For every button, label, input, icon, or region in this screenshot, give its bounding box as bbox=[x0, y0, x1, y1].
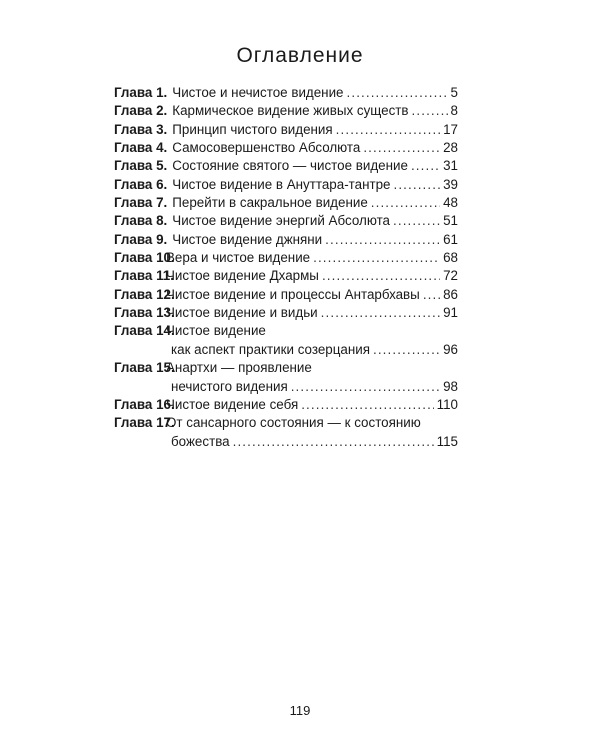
chapter-title: Перейти в сакральное видение bbox=[172, 195, 368, 211]
page-number: 8 bbox=[450, 103, 458, 119]
toc-entry-12 bbox=[114, 286, 458, 304]
page-number: 86 bbox=[443, 286, 458, 302]
chapter-label: Глава 13. bbox=[114, 305, 175, 321]
toc-entry-13 bbox=[114, 304, 458, 322]
chapter-title: Принцип чистого видения bbox=[172, 121, 333, 137]
toc-entry-10 bbox=[114, 249, 458, 267]
chapter-label: Глава 8. bbox=[114, 213, 168, 229]
leader-dots bbox=[325, 231, 440, 249]
chapter-label: Глава 7. bbox=[114, 195, 168, 211]
page-number: 96 bbox=[443, 341, 458, 357]
chapter-title: Чистое видение энергий Абсолюта bbox=[172, 213, 391, 229]
toc-entry-1 bbox=[114, 84, 458, 102]
page-number: 98 bbox=[443, 378, 458, 394]
page-number: 68 bbox=[443, 250, 458, 266]
chapter-title: Чистое и нечистое видение bbox=[172, 85, 344, 100]
table-of-contents bbox=[114, 84, 458, 451]
leader-dots bbox=[363, 139, 440, 157]
chapter-title: От сансарного состояния — к состоянию bbox=[166, 415, 421, 431]
chapter-label: Глава 4. bbox=[114, 140, 168, 156]
chapter-label: Глава 17. bbox=[114, 415, 175, 431]
toc-entry-8 bbox=[114, 212, 458, 230]
chapter-label: Глава 15. bbox=[114, 360, 175, 376]
chapter-label: Глава 12. bbox=[114, 286, 175, 302]
chapter-title-continued: нечистого видения bbox=[171, 378, 288, 394]
chapter-label: Глава 1. bbox=[114, 85, 168, 100]
chapter-title: Чистое видение Дхармы bbox=[166, 268, 319, 284]
leader-dots bbox=[371, 194, 440, 212]
leader-dots bbox=[322, 267, 440, 285]
toc-entry-9 bbox=[114, 231, 458, 249]
leader-dots bbox=[336, 121, 440, 139]
chapter-label: Глава 3. bbox=[114, 121, 168, 137]
chapter-label: Глава 2. bbox=[114, 103, 168, 119]
chapter-title: Самосовершенство Абсолюта bbox=[172, 140, 361, 156]
toc-entry-16 bbox=[114, 396, 458, 414]
chapter-label: Глава 5. bbox=[114, 158, 168, 174]
page-number: 110 bbox=[436, 396, 458, 412]
chapter-title: Чистое видение и процессы Антарбхавы bbox=[166, 286, 420, 302]
page-number: 17 bbox=[443, 121, 458, 137]
page-number: 115 bbox=[436, 433, 458, 449]
chapter-title: Вера и чистое видение bbox=[166, 250, 311, 266]
leader-dots bbox=[347, 84, 448, 102]
page-number: 51 bbox=[443, 213, 458, 229]
chapter-label: Глава 14. bbox=[114, 323, 175, 339]
toc-entry-15 bbox=[114, 359, 458, 396]
leader-dots bbox=[233, 433, 434, 451]
leader-dots bbox=[411, 157, 440, 175]
chapter-label: Глава 6. bbox=[114, 176, 168, 192]
chapter-label: Глава 16. bbox=[114, 396, 175, 412]
page-number: 5 bbox=[450, 85, 458, 100]
page-title: Оглавление bbox=[236, 44, 364, 67]
page-folio-number: 119 bbox=[289, 703, 311, 718]
toc-entry-3 bbox=[114, 121, 458, 139]
leader-dots bbox=[373, 341, 440, 359]
page-number: 31 bbox=[443, 158, 458, 174]
toc-entry-4 bbox=[114, 139, 458, 157]
leader-dots bbox=[394, 176, 441, 194]
toc-entry-7 bbox=[114, 194, 458, 212]
chapter-title: Чистое видение в Ануттара-тантре bbox=[172, 176, 391, 192]
leader-dots bbox=[301, 396, 433, 414]
leader-dots bbox=[313, 249, 440, 267]
toc-entry-11 bbox=[114, 267, 458, 285]
chapter-title-continued: как аспект практики созерцания bbox=[171, 341, 370, 357]
chapter-title: Чистое видение bbox=[166, 323, 266, 339]
chapter-title: Чистое видение и видьи bbox=[166, 305, 318, 321]
leader-dots bbox=[291, 378, 440, 396]
leader-dots bbox=[423, 286, 440, 304]
chapter-title: Состояние святого — чистое видение bbox=[172, 158, 408, 174]
chapter-title: Кармическое видение живых существ bbox=[172, 103, 409, 119]
leader-dots bbox=[393, 212, 440, 230]
chapter-title: Чистое видение джняни bbox=[172, 231, 323, 247]
leader-dots bbox=[412, 102, 448, 120]
chapter-title: Чистое видение себя bbox=[166, 396, 299, 412]
page-number: 28 bbox=[443, 140, 458, 156]
chapter-title-continued: божества bbox=[171, 433, 230, 449]
toc-entry-2 bbox=[114, 102, 458, 120]
toc-entry-5 bbox=[114, 157, 458, 175]
toc-entry-6 bbox=[114, 176, 458, 194]
toc-entry-14 bbox=[114, 322, 458, 359]
page-number: 61 bbox=[443, 231, 458, 247]
toc-entry-17 bbox=[114, 414, 458, 451]
chapter-title: Анартхи — проявление bbox=[166, 360, 312, 376]
page-number: 72 bbox=[443, 268, 458, 284]
leader-dots bbox=[321, 304, 440, 322]
page-number: 91 bbox=[443, 305, 458, 321]
chapter-label: Глава 10. bbox=[114, 250, 175, 266]
page-number: 39 bbox=[443, 176, 458, 192]
chapter-label: Глава 11. bbox=[114, 268, 174, 284]
page-number: 48 bbox=[443, 195, 458, 211]
chapter-label: Глава 9. bbox=[114, 231, 168, 247]
